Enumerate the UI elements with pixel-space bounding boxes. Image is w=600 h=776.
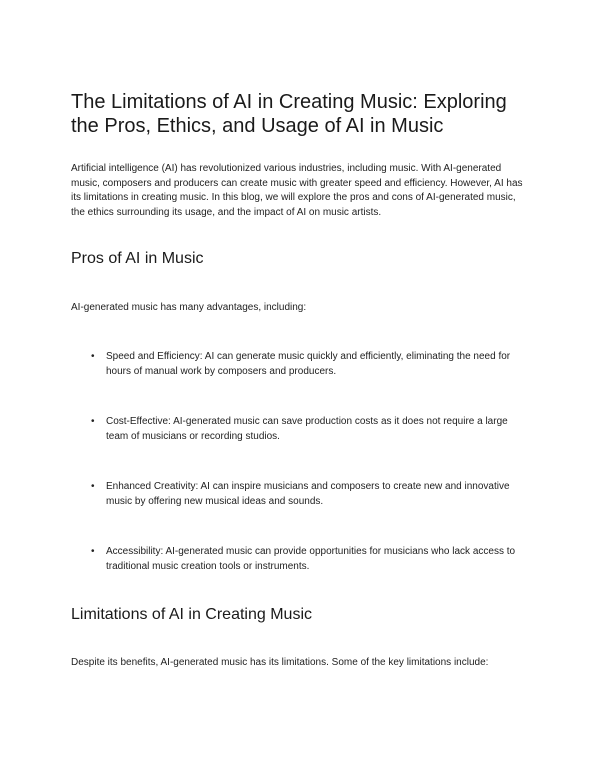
list-item-text: Cost-Effective: AI-generated music can save production costs as it does not require a large team of musicians or recording studios.	[106, 416, 508, 442]
pros-list-item	[91, 415, 531, 444]
pros-lead-paragraph: AI-generated music has many advantages, including:	[71, 302, 307, 313]
pros-heading: Pros of AI in Music	[71, 250, 204, 267]
bullet-icon: •	[91, 481, 95, 492]
intro-paragraph: Artificial intelligence (AI) has revolutionized various industries, including music. With AI-generated music, composers and producers can create music with greater speed and efficiency. However, AI has its limitations in creating music. In this blog, we will explore the pros and cons of AI-generated music, the ethics surrounding its usage, and the impact of AI on music artists.	[71, 163, 523, 218]
list-item-text: Enhanced Creativity: AI can inspire musicians and composers to create new and innovative music by offering new musical ideas and sounds.	[106, 481, 510, 507]
pros-list-item	[91, 545, 531, 574]
bullet-icon: •	[91, 416, 95, 427]
document-title: The Limitations of AI in Creating Music: Exploring the Pros, Ethics, and Usage of AI in Music	[71, 91, 507, 137]
limitations-lead-paragraph: Despite its benefits, AI-generated music has its limitations. Some of the key limitations include:	[71, 657, 489, 668]
pros-list-item	[91, 350, 531, 379]
bullet-icon: •	[91, 546, 95, 557]
list-item-text: Accessibility: AI-generated music can provide opportunities for musicians who lack access to traditional music creation tools or instruments.	[106, 546, 516, 572]
list-item-text: Speed and Efficiency: AI can generate music quickly and efficiently, eliminating the need for hours of manual work by composers and producers.	[106, 351, 511, 377]
pros-list-item	[91, 480, 531, 509]
bullet-icon: •	[91, 351, 95, 362]
limitations-heading: Limitations of AI in Creating Music	[71, 606, 312, 623]
